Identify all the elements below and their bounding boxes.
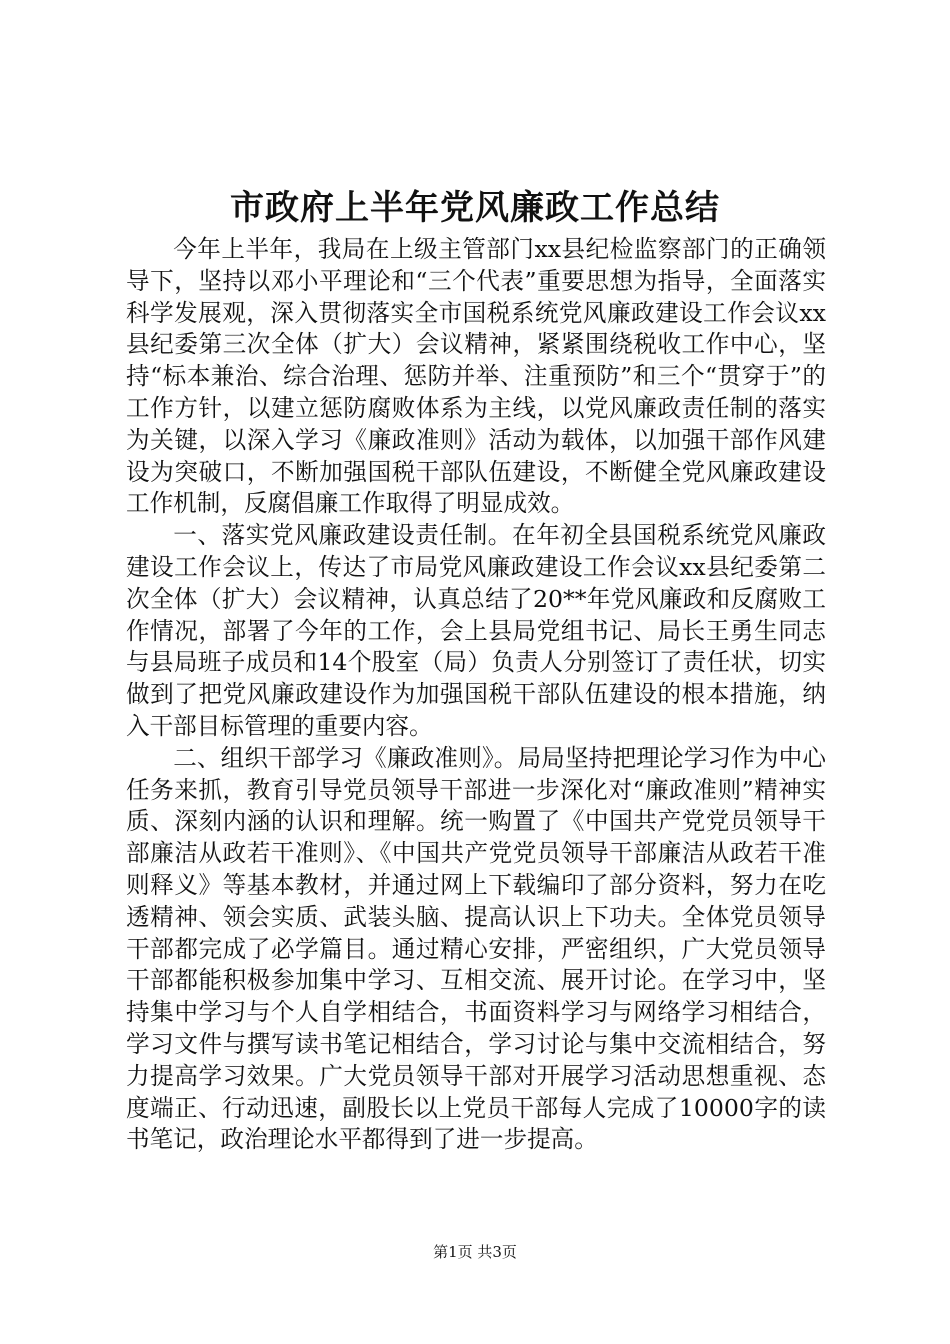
page-number-footer: 第1页 共3页 [433, 1243, 517, 1261]
paragraph-section-1: 一、落实党风廉政建设责任制。在年初全县国税系统党风廉政建设工作会议上，传达了市局党风廉政建设工作会议xx县纪委第二次全体（扩大）会议精神，认真总结了20**年党风廉政和反腐败工作情况，部署了今年的工作，会上县局党组书记、局长王勇生同志与县局班子成员和14个股室（局）负责人分别签订了责任状，切实做到了把党风廉政建设作为加强国税干部队伍建设的根本措施，纳入干部目标管理的重要内容。 [126, 521, 826, 740]
paragraph-section-2: 二、组织干部学习《廉政准则》。局局坚持把理论学习作为中心任务来抓，教育引导党员领导干部进一步深化对“廉政准则”精神实质、深刻内涵的认识和理解。统一购置了《中国共产党党员领导干部廉洁从政若干准则》、《中国共产党党员领导干部廉洁从政若干准则释义》等基本教材，并通过网上下载编印了部分资料，努力在吃透精神、领会实质、武装头脑、提高认识上下功夫。全体党员领导干部都完成了必学篇目。通过精心安排，严密组织，广大党员领导干部都能积极参加集中学习、互相交流、展开讨论。在学习中，坚持集中学习与个人自学相结合，书面资料学习与网络学习相结合，学习文件与撰写读书笔记相结合，学习讨论与集中交流相结合，努力提高学习效果。广大党员领导干部对开展学习活动思想重视、态度端正、行动迅速，副股长以上党员干部每人完成了10000字的读书笔记，政治理论水平都得到了进一步提高。 [126, 743, 826, 1154]
document-body [126, 234, 826, 1156]
document-title: 市政府上半年党风廉政工作总结 [230, 188, 720, 228]
paragraph-intro: 今年上半年，我局在上级主管部门xx县纪检监察部门的正确领导下，坚持以邓小平理论和“三个代表”重要思想为指导，全面落实科学发展观，深入贯彻落实全市国税系统党风廉政建设工作会议xx县纪委第三次全体（扩大）会议精神，紧紧围绕税收工作中心，坚持“标本兼治、综合治理、惩防并举、注重预防”和三个“贯穿于”的工作方针，以建立惩防腐败体系为主线，以党风廉政责任制的落实为关键，以深入学习《廉政准则》活动为载体，以加强干部作风建设为突破口，不断加强国税干部队伍建设，不断健全党风廉政建设工作机制，反腐倡廉工作取得了明显成效。 [126, 235, 826, 518]
